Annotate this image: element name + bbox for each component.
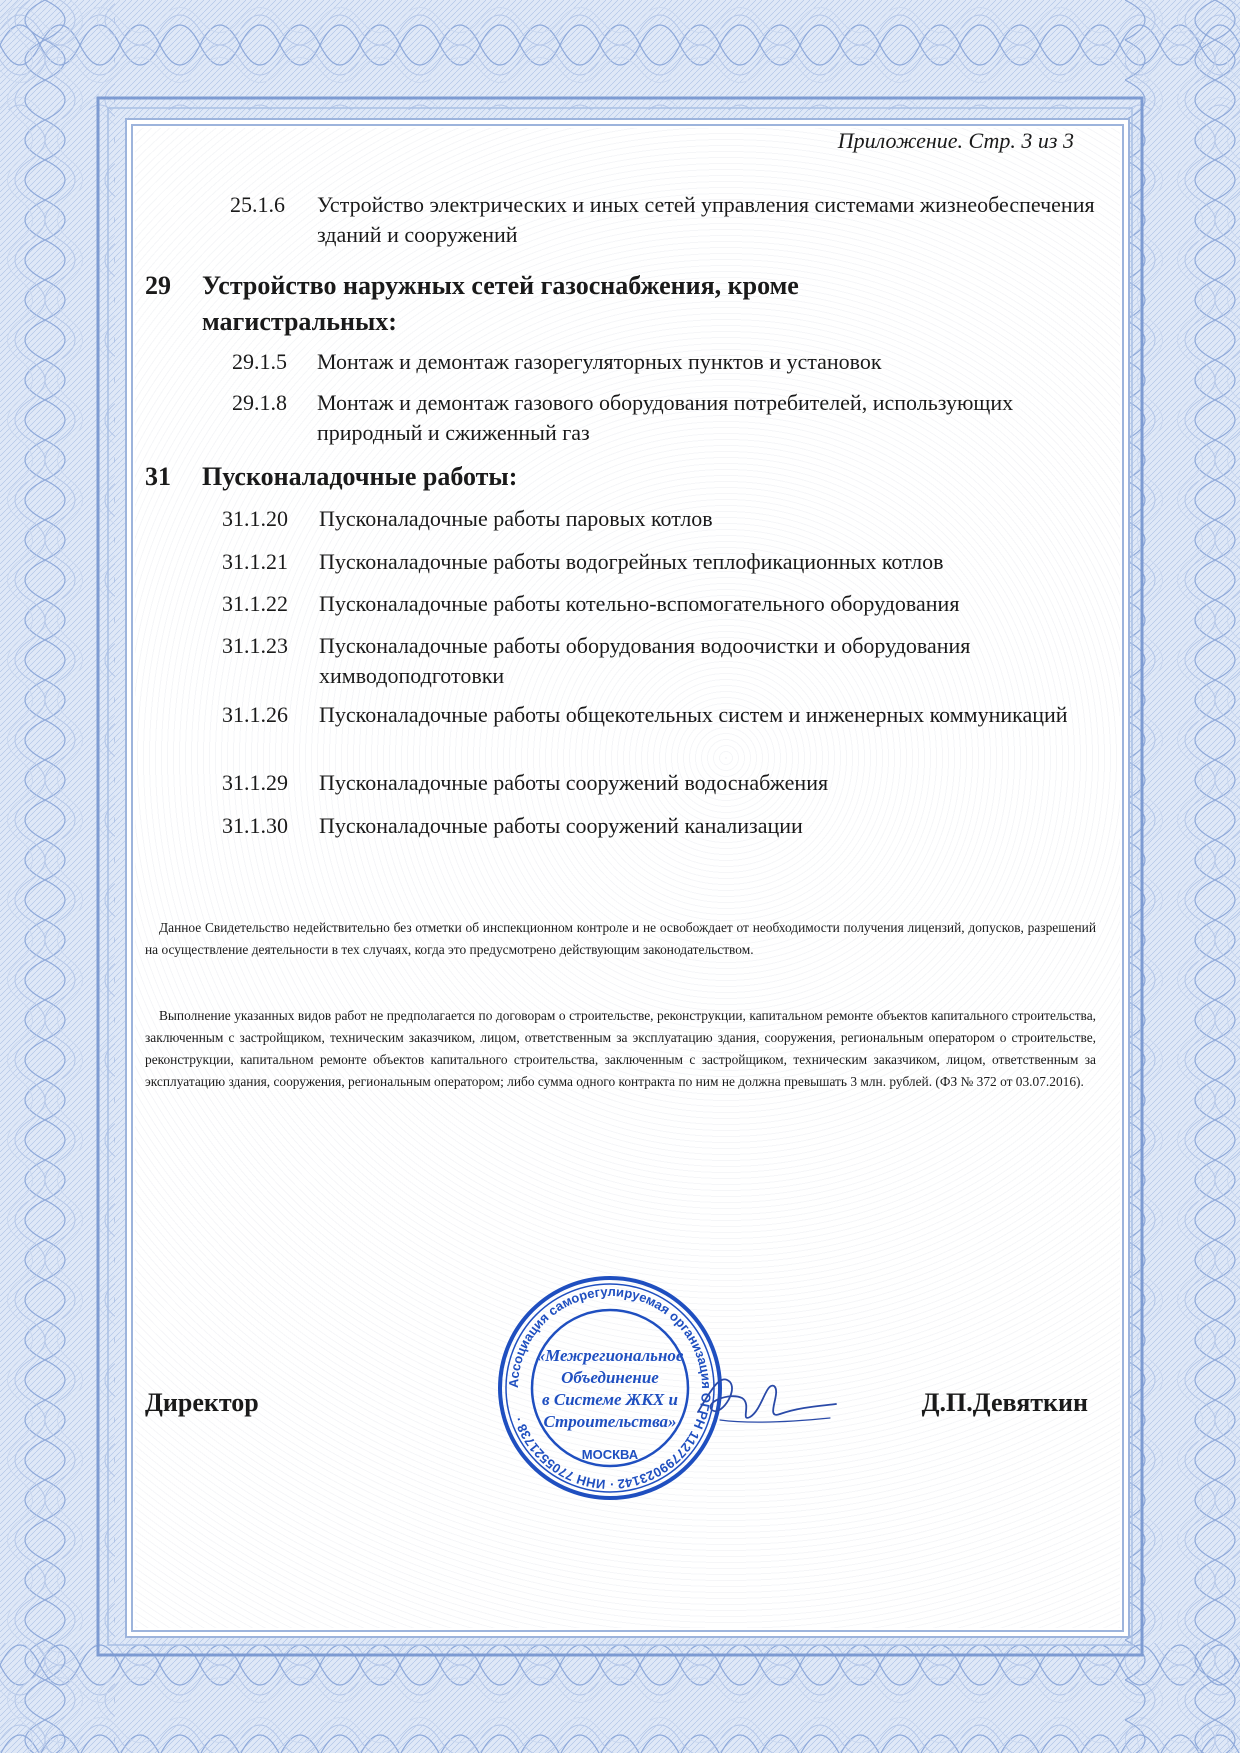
note-paragraph-validity: Данное Свидетельство недействительно без отметки об инспекционном контроле и не освобождает от необходимости получения лицензий, допусков, разрешений на осуществление деятельности в тех случаях, когда это предусмотрено действующим законодательством. [145,920,1096,957]
svg-text:МОСКВА: МОСКВА [581,1447,639,1462]
section-number: 29 [145,271,171,300]
item-text: Пусконаладочные работы паровых котлов [319,506,713,531]
item-code: 29.1.5 [232,349,287,374]
item-code: 31.1.26 [222,702,288,727]
signatory-name: Д.П.Девяткин [921,1388,1088,1417]
item-text: Пусконаладочные работы общекотельных систем и инженерных коммуникаций [319,702,1068,727]
svg-text:в Системе ЖКХ и: в Системе ЖКХ и [542,1390,678,1409]
svg-text:«Межрегиональное: «Межрегиональное [536,1346,684,1365]
section-title: Пусконаладочные работы: [202,462,518,491]
item-code: 29.1.8 [232,390,287,415]
item-text: Пусконаладочные работы котельно-вспомогательного оборудования [319,591,960,616]
svg-text:Объединение: Объединение [561,1368,659,1387]
item-text: Устройство электрических и иных сетей управления системами жизнеобеспечения зданий и сооружений [317,192,1095,247]
item-text: Пусконаладочные работы сооружений канализации [319,813,803,838]
page-label: Приложение. Стр. 3 из 3 [837,128,1074,153]
signatory-role: Директор [145,1388,259,1417]
item-text: Пусконаладочные работы сооружений водоснабжения [319,770,829,795]
item-code: 31.1.30 [222,813,288,838]
item-code: 31.1.20 [222,506,288,531]
item-code: 31.1.23 [222,633,288,658]
item-text: Монтаж и демонтаж газового оборудования потребителей, использующих природный и сжиженный газ [317,390,1014,445]
item-text: Монтаж и демонтаж газорегуляторных пунктов и установок [317,349,882,374]
item-code: 31.1.21 [222,549,288,574]
item-code: 31.1.22 [222,591,288,616]
item-code: 31.1.29 [222,770,288,795]
item-text: Пусконаладочные работы оборудования водоочистки и оборудования химводоподготовки [319,633,971,688]
svg-text:Строительства»: Строительства» [543,1412,677,1431]
item-code: 25.1.6 [230,192,285,217]
item-text: Пусконаладочные работы водогрейных теплофикационных котлов [319,549,944,574]
svg-text:Ассоциация саморегулируемая ор: Ассоциация саморегулируемая организация ОГРН 1127799023142 · ИНН 7705521738 · [505,1283,715,1493]
section-title: Устройство наружных сетей газоснабжения, кроме магистральных: [202,271,799,336]
handwritten-signature [690,1362,840,1432]
section-number: 31 [145,462,171,491]
note-paragraph-contracts: Выполнение указанных видов работ не предполагается по договорам о строительстве, реконструкции, капитальном ремонте объектов капитального строительства, заключенным с застройщиком, техническим заказчиком, лицом, ответственным за эксплуатацию здания, сооружения, региональным оператором о строительстве, реконструкции, капитальном ремонте объектов капитального строительства, заключенным с застройщиком, техническим заказчиком, лицом, ответственным за эксплуатацию здания, сооружения, региональным оператором; либо сумма одного контракта по ним не должна превышать 3 млн. рублей. (ФЗ № 372 от 03.07.2016). [145,1008,1096,1089]
